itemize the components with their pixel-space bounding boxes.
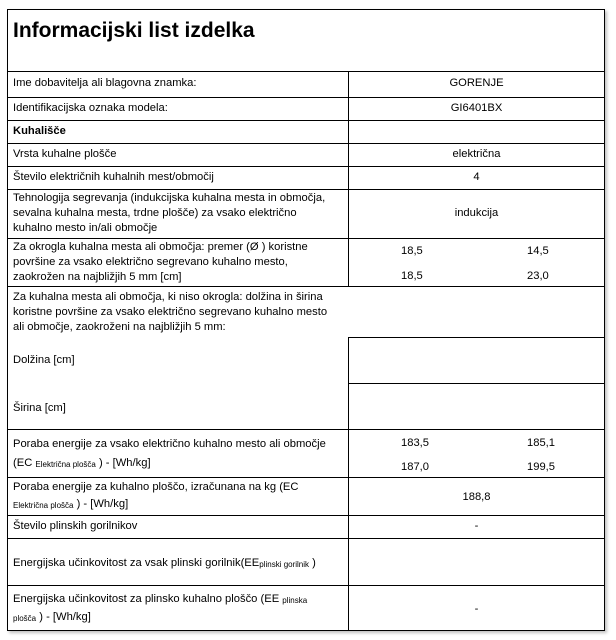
divider [8, 166, 604, 167]
divider [8, 477, 604, 478]
product-info-sheet [7, 9, 605, 631]
nonround-zones-label-line: ali območje, zaokroženi na najbližjih 5 mm: [13, 321, 226, 333]
gas-hob-eff-label-line: Energijska učinkovitost za plinsko kuhalno ploščo (EE $_{plinska}$ [13, 593, 308, 605]
zone-energy-label-line: Poraba energije za vsako električno kuhalno mesto ali območje [13, 438, 326, 450]
round-zones-label-line: površine za vsako električno segrevano kuhalno mesto, [13, 256, 288, 268]
zone-energy-value: 183,5 [401, 437, 429, 449]
heating-tech-label-line: kuhalno mesto in/ali območje [13, 222, 158, 234]
zone-energy-value: 185,1 [527, 437, 555, 449]
divider [8, 143, 604, 144]
divider [8, 429, 604, 430]
divider [8, 120, 604, 121]
supplier-label: Ime dobavitelja ali blagovna znamka: [13, 77, 197, 89]
hob-energy-label-line: $_{Električna plošča}$ ) - [Wh/kg] [13, 498, 129, 510]
heating-tech-label-line: sevalna kuhalna mesta, trdne plošče) za vsako električno [13, 207, 297, 219]
hob-type-value: električna [452, 148, 501, 160]
nonround-zones-label-line: Za kuhalna mesta ali območja, ki niso okrogla: dolžina in širina [13, 291, 323, 303]
round-zones-label-line: Za okrogla kuhalna mesta ali območja: premer (Ø ) koristne [13, 241, 308, 253]
divider [8, 515, 604, 516]
supplier-value: GORENJE [449, 77, 504, 89]
zone-count-value: 4 [473, 171, 480, 183]
gas-count-value: - [474, 520, 479, 532]
zone-energy-value: 199,5 [527, 461, 555, 473]
divider [8, 585, 604, 586]
round-zone-diameter: 23,0 [527, 270, 549, 282]
column-divider [348, 337, 349, 631]
zone-energy-value: 187,0 [401, 461, 429, 473]
divider [8, 538, 604, 539]
length-label: Dolžina [cm] [13, 354, 75, 366]
model-value: GI6401BX [450, 102, 503, 114]
width-label: Širina [cm] [13, 402, 66, 414]
zone-count-label: Število električnih kuhalnih mest/območij [13, 171, 214, 183]
heating-tech-label-line: Tehnologija segrevanja (indukcijska kuhalna mesta in območja, [13, 192, 326, 204]
round-zones-label-line: zaokrožen na najbližjih 5 mm [cm] [13, 271, 182, 283]
divider [8, 97, 604, 98]
nonround-zones-label-line: koristne površine za vsako električno segrevano kuhalno mesto [13, 306, 328, 318]
gas-count-label: Število plinskih gorilnikov [13, 520, 138, 532]
round-zone-diameter: 18,5 [401, 270, 423, 282]
model-label: Identifikacijska oznaka modela: [13, 102, 168, 114]
round-zone-diameter: 14,5 [527, 245, 549, 257]
hob-energy-label-line: Poraba energije za kuhalno ploščo, izračunana na kg (EC [13, 481, 299, 493]
divider [8, 238, 604, 239]
hob-type-label: Vrsta kuhalne plošče [13, 148, 117, 160]
sheet-title: Informacijski list izdelka [13, 19, 255, 42]
heating-tech-value: indukcija [454, 207, 499, 219]
section-hob-heading: Kuhališče [13, 125, 66, 137]
gas-hob-eff-value: - [474, 603, 479, 615]
round-zone-diameter: 18,5 [401, 245, 423, 257]
gas-hob-eff-label-line: $_{plošča}$ ) - [Wh/kg] [13, 611, 91, 623]
divider [348, 337, 604, 338]
hob-energy-value: 188,8 [462, 491, 491, 503]
zone-energy-label-line: (EC $_{Električna plošča}$ ) - [Wh/kg] [13, 457, 151, 469]
divider [348, 383, 604, 384]
divider [8, 286, 604, 287]
divider [8, 71, 604, 72]
divider [8, 189, 604, 190]
gas-burner-eff-label: Energijska učinkovitost za vsak plinski $gorilnik(EE_{plinski gorilnik}$ ) [13, 557, 316, 569]
